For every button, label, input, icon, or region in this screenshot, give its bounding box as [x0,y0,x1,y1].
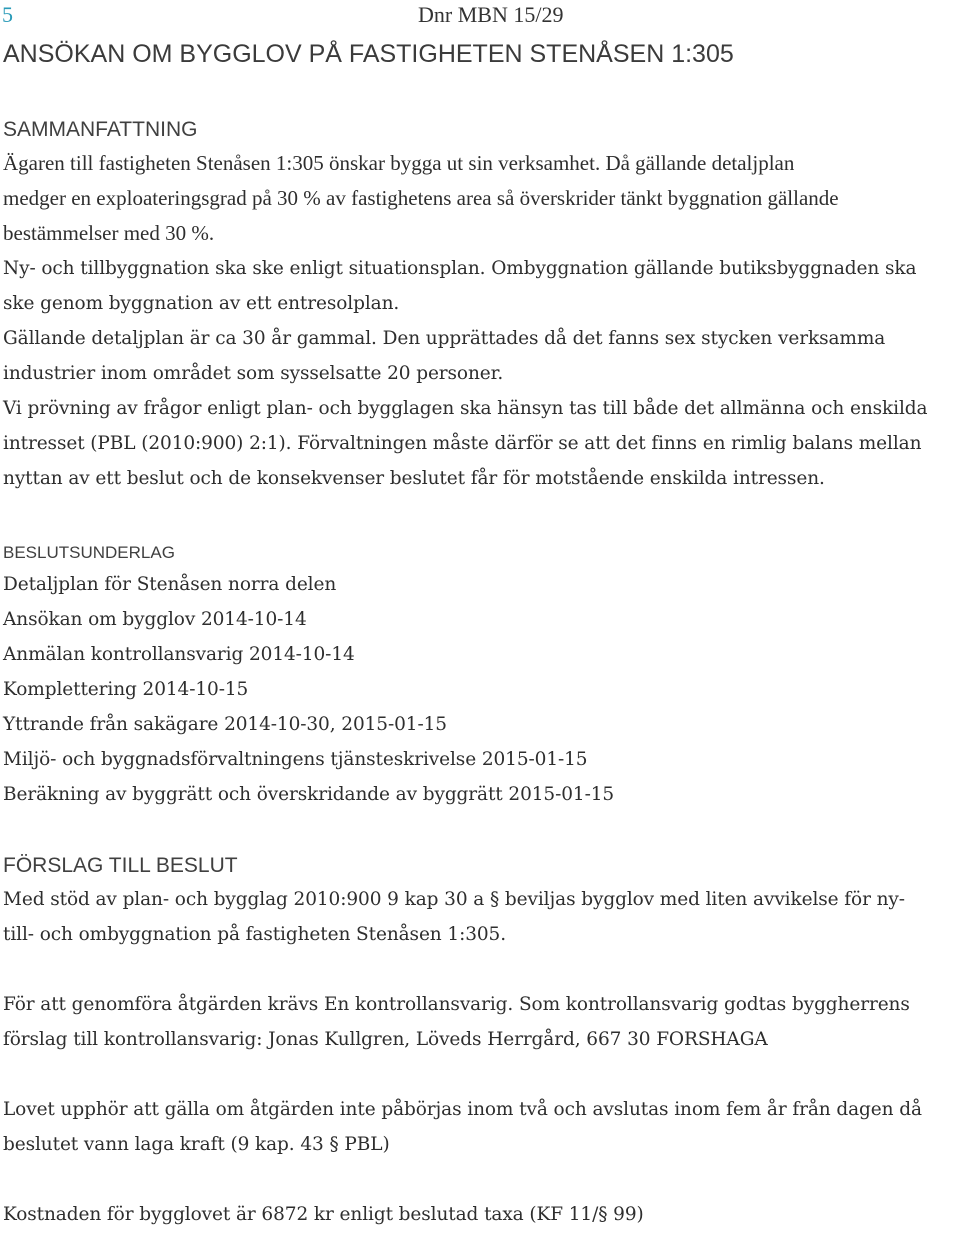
proposal-line: Kostnaden för bygglovet är 6872 kr enligt beslutad taxa (KF 11/§ 99) [3,1204,644,1225]
summary-line: nyttan av ett beslut och de konsekvenser beslutet får för motstående enskilda intressen. [3,468,825,489]
registration-number: Dnr MBN 15/29 [418,2,564,27]
basis-item: Detaljplan för Stenåsen norra delen [3,574,337,595]
basis-heading: BESLUTSUNDERLAG [3,543,175,562]
summary-line: Gällande detaljplan är ca 30 år gammal. Den upprättades då det fanns sex stycken verksamma [3,328,886,349]
basis-item: Miljö- och byggnadsförvaltningens tjänsteskrivelse 2015-01-15 [3,749,588,770]
page-title: ANSÖKAN OM BYGGLOV PÅ FASTIGHETEN STENÅSEN 1:305 [3,40,734,68]
summary-line: bestämmelser med 30 %. [3,221,215,245]
summary-line: ske genom byggnation av ett entresolplan. [3,293,400,314]
basis-item: Anmälan kontrollansvarig 2014-10-14 [3,644,355,665]
proposal-heading: FÖRSLAG TILL BESLUT [3,854,238,877]
summary-line: intresset (PBL (2010:900) 2:1). Förvaltningen måste därför se att det finns en rimlig balans mellan [3,433,922,454]
proposal-line: förslag till kontrollansvarig: Jonas Kullgren, Löveds Herrgård, 667 30 FORSHAGA [3,1029,768,1050]
summary-heading: SAMMANFATTNING [3,118,198,141]
summary-line: medger en exploateringsgrad på 30 % av fastighetens area så överskrider tänkt byggnation gällande [3,186,839,210]
proposal-line: beslutet vann laga kraft (9 kap. 43 § PBL) [3,1134,390,1155]
summary-line: industrier inom området som sysselsatte 20 personer. [3,363,504,384]
proposal-line: För att genomföra åtgärden krävs En kontrollansvarig. Som kontrollansvarig godtas byggherrens [3,994,910,1015]
summary-line: Ny- och tillbyggnation ska ske enligt situationsplan. Ombyggnation gällande butiksbyggnaden ska [3,258,917,279]
basis-item: Yttrande från sakägare 2014-10-30, 2015-01-15 [3,714,447,735]
summary-line: Ägaren till fastigheten Stenåsen 1:305 önskar bygga ut sin verksamhet. Då gällande detaljplan [3,151,795,175]
proposal-line: Med stöd av plan- och bygglag 2010:900 9 kap 30 a § beviljas bygglov med liten avvikelse för ny- [3,889,905,910]
proposal-line: Lovet upphör att gälla om åtgärden inte påbörjas inom två och avslutas inom fem år från dagen då [3,1099,922,1120]
proposal-line: till- och ombyggnation på fastigheten Stenåsen 1:305. [3,924,506,945]
summary-line: Vi prövning av frågor enligt plan- och bygglagen ska hänsyn tas till både det allmänna och enskilda [3,398,928,419]
basis-item: Beräkning av byggrätt och överskridande av byggrätt 2015-01-15 [3,784,615,805]
basis-item: Ansökan om bygglov 2014-10-14 [3,609,307,630]
page-number: 5 [2,2,13,27]
basis-item: Komplettering 2014-10-15 [3,679,249,700]
